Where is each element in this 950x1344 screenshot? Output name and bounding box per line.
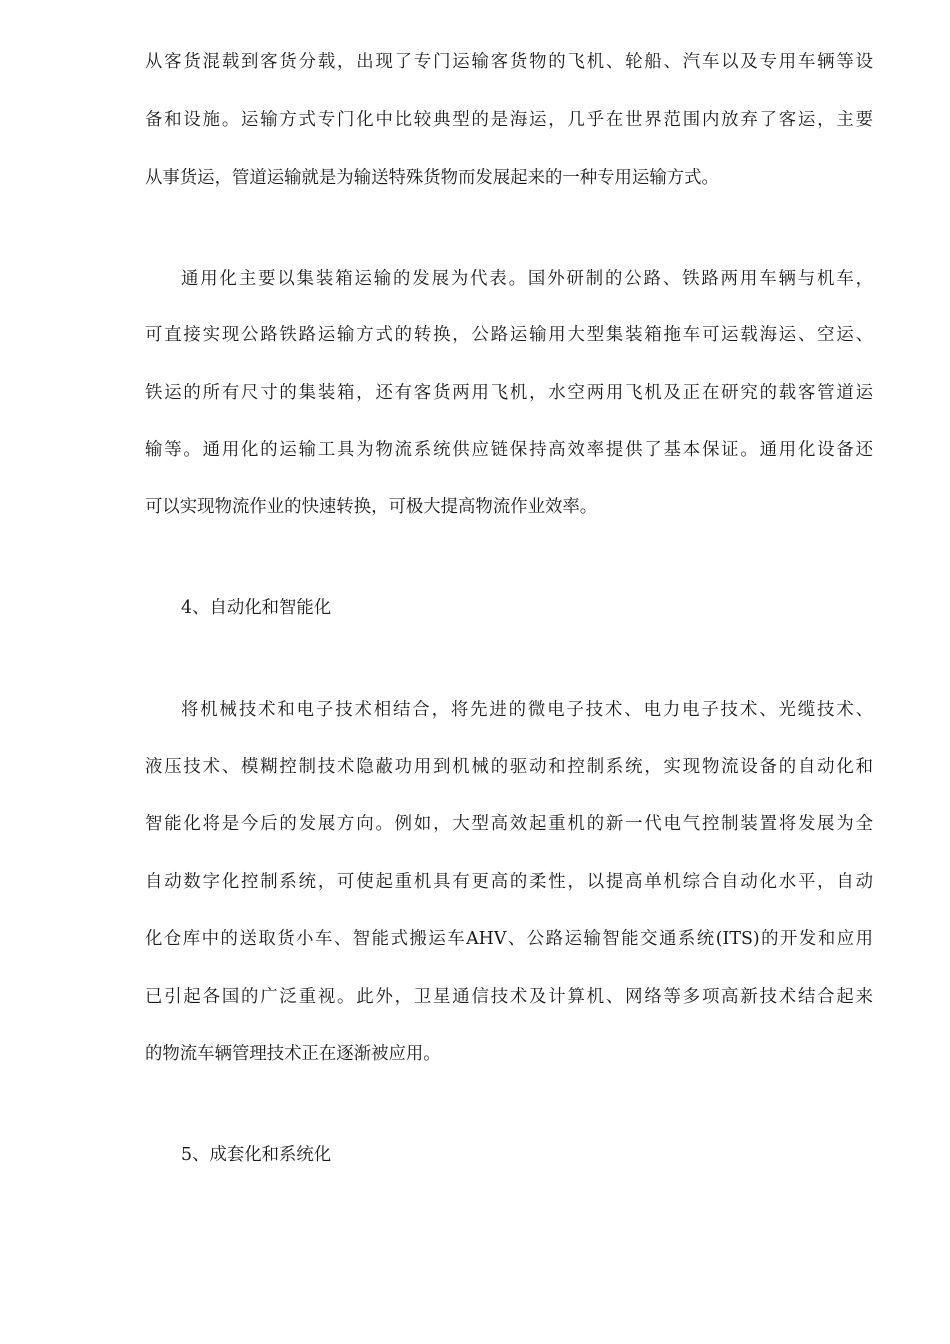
paragraph-3-line-2: 液压技术、模糊控制技术隐蔽功用到机械的驱动和控制系统，实现物流设备的自动化和 [145, 757, 873, 777]
paragraph-3-line-3: 智能化将是今后的发展方向。例如，大型高效起重机的新一代电气控制装置将发展为全 [145, 814, 873, 834]
paragraph-2-line-5: 可以实现物流作业的快速转换，可极大提高物流作业效率。 [145, 497, 598, 517]
paragraph-1-line-2: 备和设施。运输方式专门化中比较典型的是海运，几乎在世界范围内放弃了客运，主要 [145, 110, 873, 130]
paragraph-3-line-1: 将机械技术和电子技术相结合，将先进的微电子技术、电力电子技术、光缆技术、 [181, 700, 873, 720]
paragraph-3-line-4: 自动数字化控制系统，可使起重机具有更高的柔性，以提高单机综合自动化水平，自动 [145, 872, 873, 892]
paragraph-3-line-7: 的物流车辆管理技术正在逐渐被应用。 [145, 1044, 441, 1064]
paragraph-1-line-1: 从客货混载到客货分载，出现了专门运输客货物的飞机、轮船、汽车以及专用车辆等设 [145, 52, 873, 72]
section-heading-5: 5、成套化和系统化 [181, 1145, 332, 1165]
paragraph-3-line-5: 化仓库中的送取货小车、智能式搬运车AHV、公路运输智能交通系统(ITS)的开发和应用 [145, 929, 873, 949]
section-heading-4: 4、自动化和智能化 [181, 598, 332, 618]
paragraph-3-line-6: 已引起各国的广泛重视。此外，卫星通信技术及计算机、网络等多项高新技术结合起来 [145, 987, 873, 1007]
paragraph-2-line-3: 铁运的所有尺寸的集装箱，还有客货两用飞机，水空两用飞机及正在研究的载客管道运 [145, 383, 873, 403]
paragraph-2-line-4: 输等。通用化的运输工具为物流系统供应链保持高效率提供了基本保证。通用化设备还 [145, 440, 873, 460]
paragraph-2-line-2: 可直接实现公路铁路运输方式的转换，公路运输用大型集装箱拖车可运载海运、空运、 [145, 325, 873, 345]
paragraph-2-line-1: 通用化主要以集装箱运输的发展为代表。国外研制的公路、铁路两用车辆与机车， [181, 269, 873, 289]
paragraph-1-line-3: 从事货运，管道运输就是为输送特殊货物而发展起来的一种专用运输方式。 [145, 168, 719, 188]
